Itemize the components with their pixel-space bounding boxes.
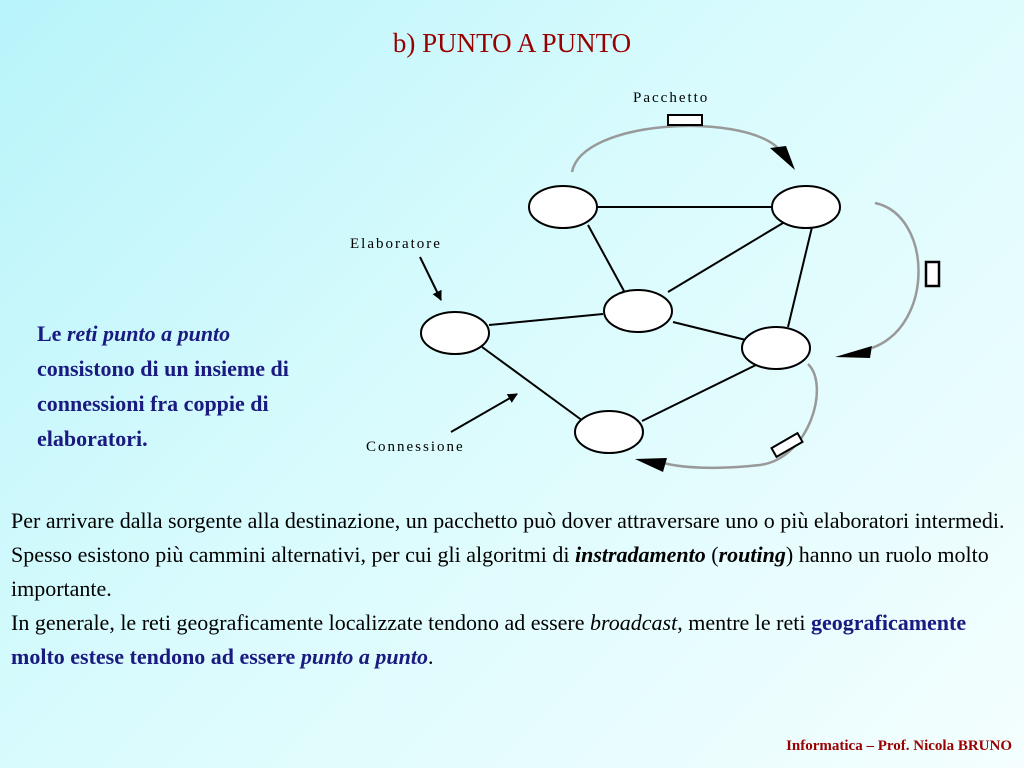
label-link: Connessione bbox=[366, 439, 465, 455]
arrowhead-icon bbox=[635, 458, 667, 472]
connection-line bbox=[673, 322, 750, 341]
connection-line bbox=[482, 347, 583, 421]
label-node: Elaboratore bbox=[350, 236, 442, 252]
node-ellipse bbox=[575, 411, 643, 453]
text-run: Per arrivare dalla sorgente alla destinazione, un pacchetto può dover attraversare uno o più elaboratori intermedi. Spesso esistono più cammini alternativi, per cui gli algoritmi di bbox=[11, 508, 1005, 567]
arrowhead-icon bbox=[770, 146, 795, 170]
highlight-text: geograficamente molto estese tendono ad essere bbox=[11, 610, 967, 669]
emphasis-text: broadcast bbox=[590, 610, 678, 635]
pointer-arrow bbox=[420, 257, 441, 300]
packet-path-arc bbox=[572, 126, 778, 172]
highlight-text: punto a punto bbox=[300, 644, 428, 669]
connection-line bbox=[588, 225, 624, 291]
connection-line bbox=[788, 227, 812, 327]
arrowhead-icon bbox=[835, 346, 872, 358]
connection-line bbox=[642, 364, 758, 421]
text-run: In generale, le reti geograficamente localizzate tendono ad essere bbox=[11, 610, 591, 635]
text-run: ( bbox=[705, 542, 719, 567]
text-run: ) hanno un ruolo molto importante. bbox=[11, 542, 989, 601]
emphasis-text: reti punto a punto bbox=[66, 321, 231, 346]
text-run: , mentre le reti bbox=[677, 610, 811, 635]
node-ellipse bbox=[529, 186, 597, 228]
body-paragraph bbox=[11, 504, 1011, 674]
pointer-arrow bbox=[451, 394, 517, 432]
description-text bbox=[37, 316, 327, 456]
text-run: consistono di un insieme di connessioni fra coppie di elaboratori. bbox=[37, 356, 289, 451]
emphasis-text: instradamento bbox=[574, 542, 706, 567]
node-ellipse bbox=[742, 327, 810, 369]
connection-line bbox=[668, 220, 788, 292]
emphasis-text: routing bbox=[718, 542, 786, 567]
connection-line bbox=[489, 314, 603, 325]
slide-title: b) PUNTO A PUNTO bbox=[392, 28, 632, 58]
node-ellipse bbox=[604, 290, 672, 332]
node-ellipse bbox=[421, 312, 489, 354]
text-run: Le bbox=[37, 321, 67, 346]
text-run: . bbox=[428, 644, 434, 669]
packet-icon bbox=[668, 115, 702, 125]
label-packet: Pacchetto bbox=[633, 90, 710, 106]
packet-path-arc bbox=[872, 203, 919, 348]
footer: Informatica – Prof. Nicola BRUNO bbox=[786, 738, 1012, 754]
packet-path-arc bbox=[660, 364, 817, 468]
node-ellipse bbox=[772, 186, 840, 228]
packet-icon bbox=[926, 262, 939, 286]
